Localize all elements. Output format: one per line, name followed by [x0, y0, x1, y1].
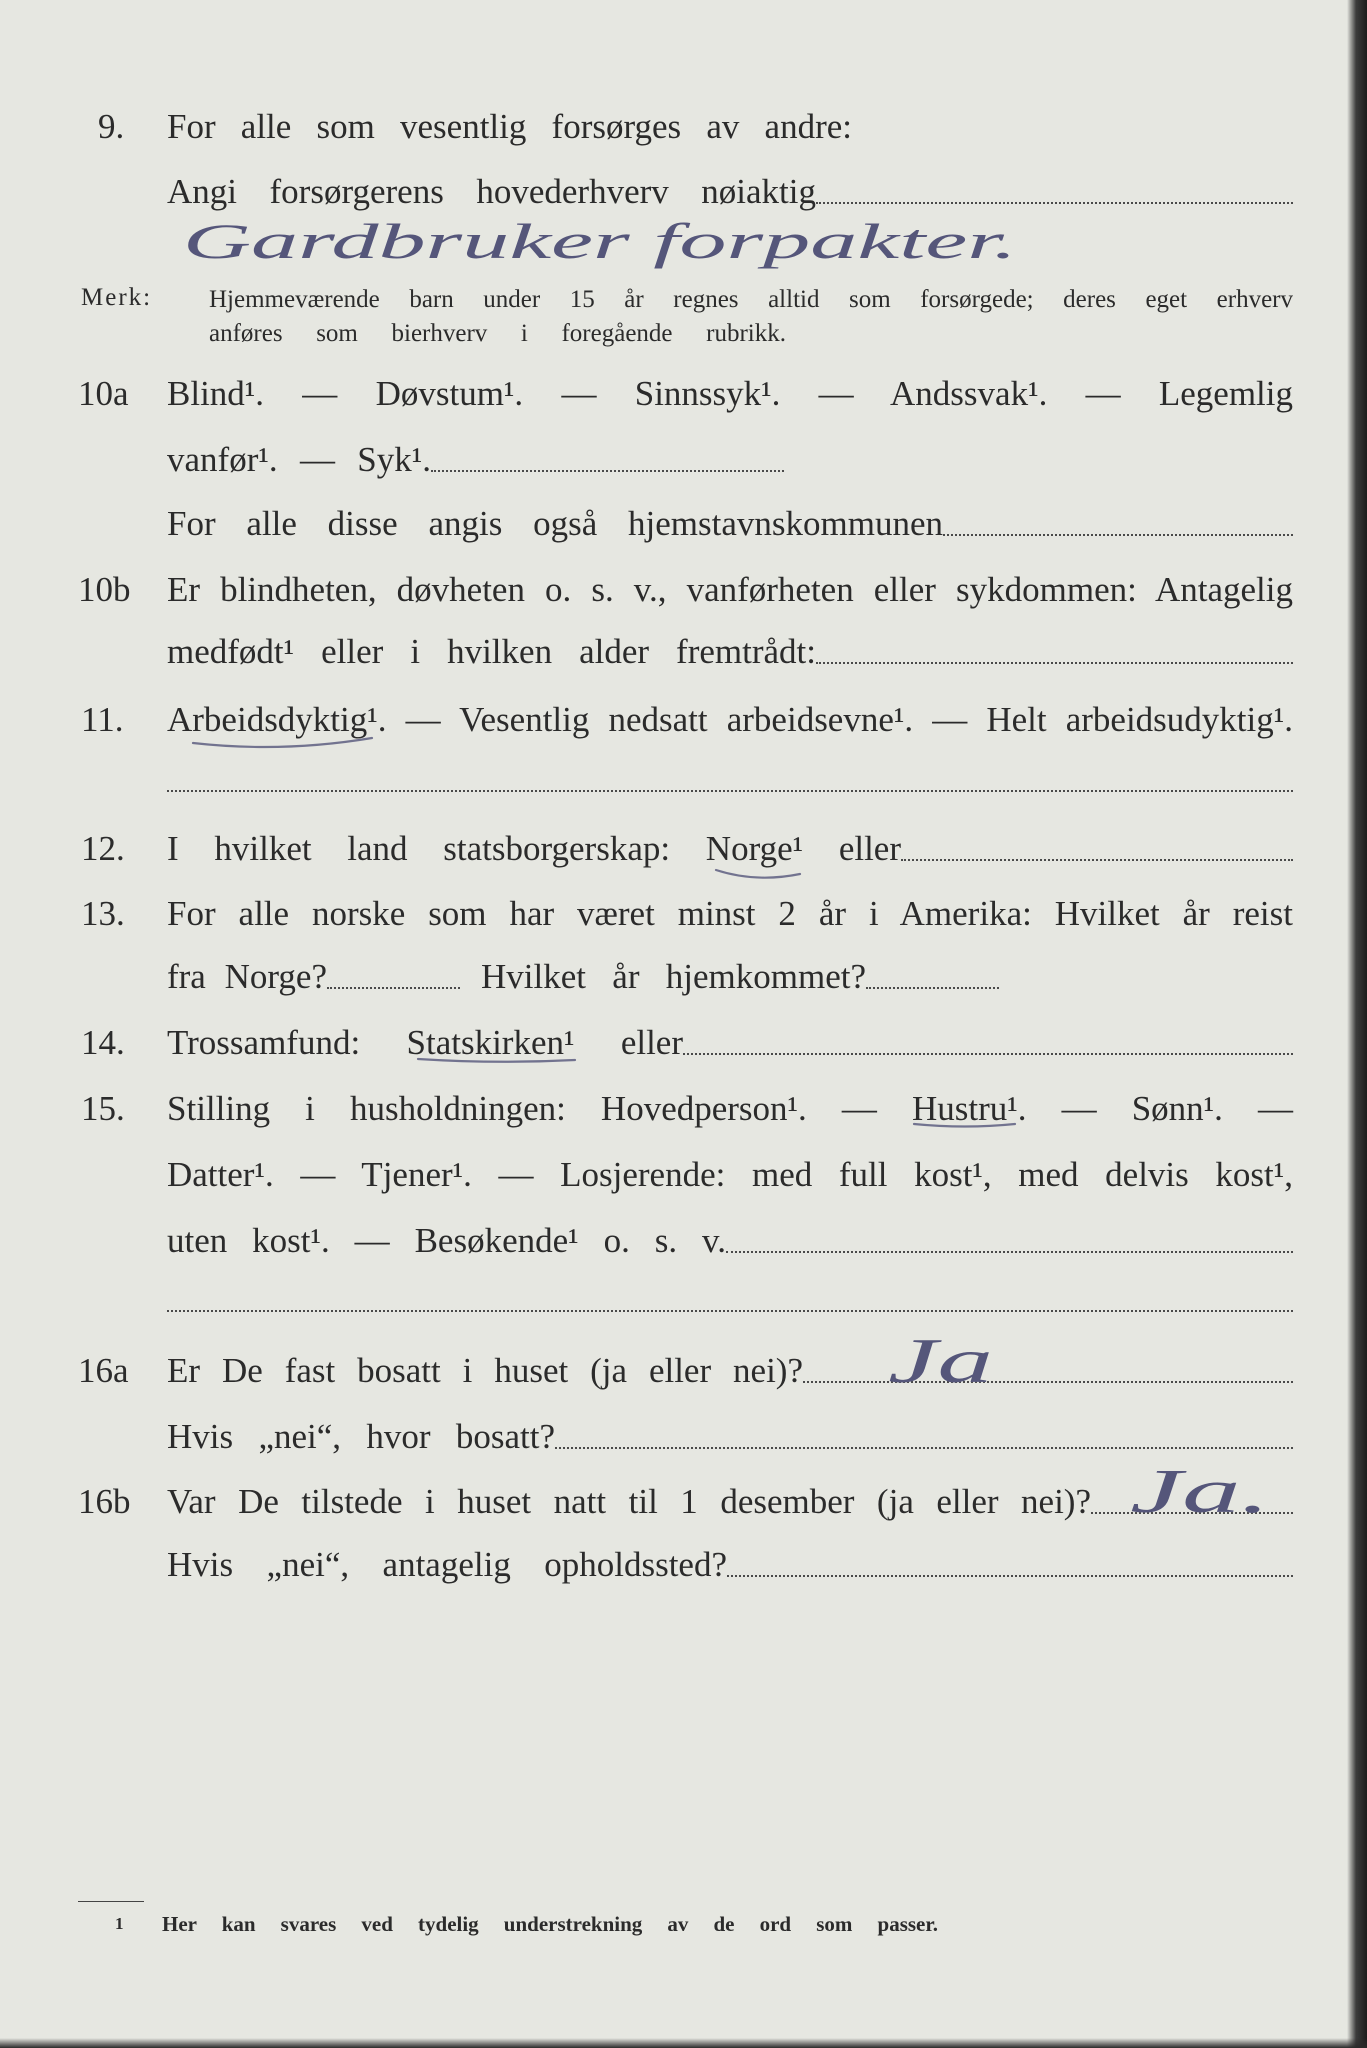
q13-number: 13.	[81, 894, 125, 933]
q9-answer-text: Gardbruker forpakter.	[183, 213, 1017, 269]
q16b-answer-line-2	[727, 1575, 1293, 1577]
q9-subtext: Angi forsørgerens hovederhverv nøiaktig	[167, 172, 816, 211]
footnote-mark: 1	[115, 1914, 124, 1933]
q16a-answer-text: Ja	[888, 1325, 993, 1396]
q9-handwritten-answer	[170, 198, 1050, 288]
q15-number: 15.	[81, 1089, 125, 1128]
q12-answer-line	[901, 859, 1293, 861]
scan-edge-bottom	[0, 2038, 1367, 2048]
q15-text-line-2: Datter¹. — Tjener¹. — Losjerende: med full kost¹, med delvis kost¹,	[167, 1155, 1293, 1194]
q10a-number: 10a	[78, 374, 129, 413]
q15-text-line-1: Stilling i husholdningen: Hovedperson¹. — Hustru¹. — Sønn¹. —	[167, 1089, 1293, 1128]
underline-norge	[716, 870, 800, 878]
q11-number: 11.	[81, 700, 124, 739]
q16a-handwritten-answer	[880, 1325, 1020, 1450]
q13-text-line-1: For alle norske som har været minst 2 år i Amerika: Hvilket år reist	[167, 894, 1293, 933]
q13-departure-answer-line	[327, 987, 460, 989]
q16a-number: 16a	[78, 1351, 129, 1390]
q14-number: 14.	[81, 1023, 125, 1062]
q13-return-question: Hvilket år hjemkommet?	[481, 957, 866, 996]
q14-text: Trossamfund: Statskirken¹ eller	[167, 1023, 683, 1062]
footnote-rule	[78, 1901, 144, 1902]
note-text-line-2: anføres som bierhverv i foregående rubrikk.	[209, 320, 786, 347]
q16b-answer-text: Ja.	[1130, 1458, 1270, 1526]
q16b-text-line-2: Hvis „nei“, antagelig opholdssted?	[167, 1545, 727, 1584]
q14-answer-line	[683, 1053, 1293, 1055]
q16a-text-line-1: Er De fast bosatt i huset (ja eller nei)?	[167, 1351, 803, 1390]
note-label: Merk:	[81, 284, 153, 311]
q11-answer-line	[167, 790, 1293, 792]
q16b-handwritten-answer	[1120, 1458, 1290, 1568]
q16a-text-line-2: Hvis „nei“, hvor bosatt?	[167, 1417, 555, 1456]
q10a-answer-line-1	[431, 470, 784, 472]
note-text-line-1: Hjemmeværende barn under 15 år regnes alltid som forsørgede; deres eget erhverv	[209, 286, 1293, 313]
q12-number: 12.	[81, 829, 125, 868]
q15-answer-line-2	[167, 1310, 1293, 1312]
q15-text-line-3: uten kost¹. — Besøkende¹ o. s. v.	[167, 1221, 726, 1260]
q11-text: Arbeidsdyktig¹. — Vesentlig nedsatt arbeidsevne¹. — Helt arbeidsudyktig¹.	[167, 700, 1293, 739]
q16b-number: 16b	[78, 1482, 131, 1521]
scan-edge-right	[1347, 0, 1367, 2048]
q10b-text-line-2: medfødt¹ eller i hvilken alder fremtrådt:	[167, 632, 816, 671]
q16b-text-line-1: Var De tilstede i huset natt til 1 desember (ja eller nei)?	[167, 1482, 1091, 1521]
q13-return-answer-line	[866, 987, 999, 989]
q16a-answer-line-1	[803, 1381, 1293, 1383]
q9-number: 9.	[98, 107, 125, 146]
q10b-number: 10b	[78, 570, 131, 609]
q10a-text-line-2: vanfør¹. — Syk¹.	[167, 440, 431, 479]
q10b-answer-line	[816, 662, 1293, 664]
q13-departure-question: fra Norge?	[167, 957, 327, 996]
q9-text: For alle som vesentlig forsørges av andre:	[167, 107, 852, 146]
q16a-answer-line-2	[555, 1447, 1293, 1449]
footnote-text: Her kan svares ved tydelig understrekning av de ord som passer.	[162, 1912, 938, 1936]
q10a-answer-line-2	[943, 534, 1293, 536]
q10a-text-line-3: For alle disse angis også hjemstavnskommunen	[167, 504, 943, 543]
q12-text: I hvilket land statsborgerskap: Norge¹ eller	[167, 829, 901, 868]
q10b-text-line-1: Er blindheten, døvheten o. s. v., vanførheten eller sykdommen: Antagelig	[167, 570, 1293, 609]
q10a-text-line-1: Blind¹. — Døvstum¹. — Sinnssyk¹. — Andssvak¹. — Legemlig	[167, 374, 1293, 413]
q15-answer-line-1	[726, 1251, 1293, 1253]
